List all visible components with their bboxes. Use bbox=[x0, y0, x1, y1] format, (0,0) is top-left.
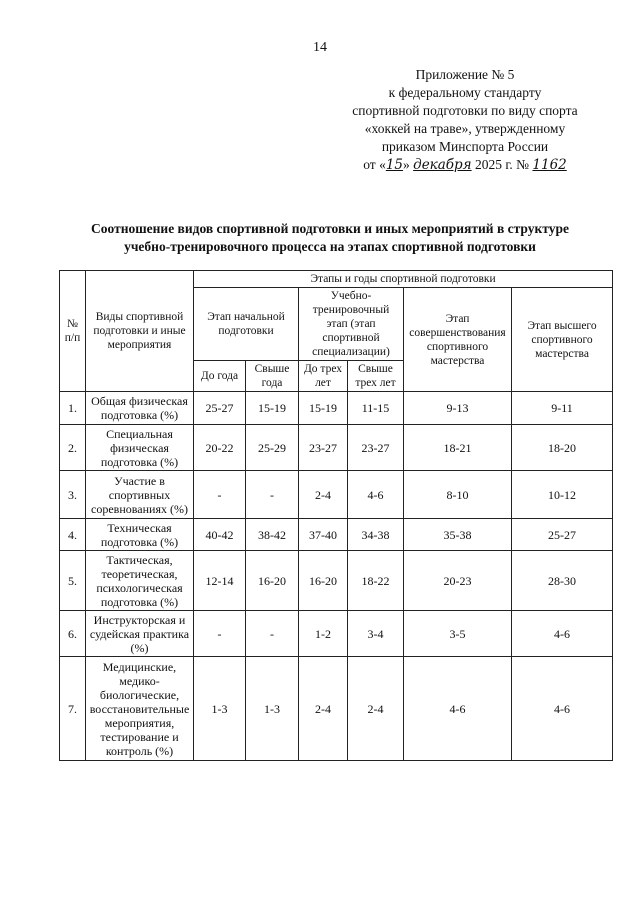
cell-value: 18-21 bbox=[404, 425, 512, 471]
cell-value: 1-3 bbox=[246, 657, 299, 761]
appendix-line: Приложение № 5 bbox=[415, 67, 515, 82]
cell-value: 4-6 bbox=[512, 611, 613, 657]
cell-value: 15-19 bbox=[246, 392, 299, 425]
cell-value: 25-27 bbox=[512, 519, 613, 551]
header-initial-stage: Этап начальной подготовки bbox=[194, 288, 299, 361]
cell-value: - bbox=[194, 611, 246, 657]
header-training-year1: До трех лет bbox=[299, 361, 348, 392]
table-row bbox=[60, 392, 613, 425]
table-row bbox=[60, 611, 613, 657]
page-number: 14 bbox=[313, 40, 327, 55]
header-kinds: Виды спортивной подготовки и иные мероприятия bbox=[86, 271, 194, 392]
cell-value: 2-4 bbox=[348, 657, 404, 761]
row-num: 1. bbox=[60, 392, 86, 425]
row-num: 2. bbox=[60, 425, 86, 471]
cell-value: 10-12 bbox=[512, 471, 613, 519]
cell-value: 1-3 bbox=[194, 657, 246, 761]
header-stages-group: Этапы и годы спортивной подготовки bbox=[194, 271, 613, 288]
row-name: Специальная физическая подготовка (%) bbox=[86, 425, 194, 471]
cell-value: 2-4 bbox=[299, 471, 348, 519]
row-name: Инструкторская и судейская практика (%) bbox=[86, 611, 194, 657]
cell-value: 4-6 bbox=[348, 471, 404, 519]
appendix-block bbox=[300, 66, 630, 174]
cell-value: 2-4 bbox=[299, 657, 348, 761]
table-row bbox=[60, 657, 613, 761]
row-name: Тактическая, теоретическая, психологическая подготовка (%) bbox=[86, 551, 194, 611]
cell-value: 16-20 bbox=[299, 551, 348, 611]
cell-value: - bbox=[246, 611, 299, 657]
header-improvement-stage: Этап совершенствования спортивного мастерства bbox=[404, 288, 512, 392]
cell-value: - bbox=[246, 471, 299, 519]
row-num: 3. bbox=[60, 471, 86, 519]
appendix-line: спортивной подготовки по виду спорта bbox=[352, 103, 578, 118]
table-row bbox=[60, 425, 613, 471]
cell-value: 4-6 bbox=[404, 657, 512, 761]
order-year: 2025 г. № bbox=[475, 157, 530, 172]
order-month: декабря bbox=[413, 157, 472, 173]
cell-value: 3-4 bbox=[348, 611, 404, 657]
row-num: 7. bbox=[60, 657, 86, 761]
cell-value: 23-27 bbox=[299, 425, 348, 471]
cell-value: 3-5 bbox=[404, 611, 512, 657]
row-name: Общая физическая подготовка (%) bbox=[86, 392, 194, 425]
cell-value: 16-20 bbox=[246, 551, 299, 611]
header-training-stage: Учебно-тренировочный этап (этап спортивной специализации) bbox=[299, 288, 404, 361]
row-name: Медицинские, медико-биологические, восстановительные мероприятия, тестирование и контроль (%) bbox=[86, 657, 194, 761]
cell-value: 37-40 bbox=[299, 519, 348, 551]
header-initial-year2: Свыше года bbox=[246, 361, 299, 392]
document-title bbox=[40, 220, 620, 256]
header-initial-year1: До года bbox=[194, 361, 246, 392]
cell-value: 9-11 bbox=[512, 392, 613, 425]
date-mid: » bbox=[403, 157, 410, 172]
header-training-year2: Свыше трех лет bbox=[348, 361, 404, 392]
row-name: Участие в спортивных соревнованиях (%) bbox=[86, 471, 194, 519]
table-row bbox=[60, 471, 613, 519]
title-line-1: Соотношение видов спортивной подготовки и иных мероприятий в структуре bbox=[91, 221, 569, 236]
cell-value: 20-23 bbox=[404, 551, 512, 611]
table-row bbox=[60, 551, 613, 611]
cell-value: 9-13 bbox=[404, 392, 512, 425]
cell-value: 38-42 bbox=[246, 519, 299, 551]
table-row bbox=[60, 519, 613, 551]
row-num: 4. bbox=[60, 519, 86, 551]
cell-value: 34-38 bbox=[348, 519, 404, 551]
cell-value: 18-22 bbox=[348, 551, 404, 611]
cell-value: 40-42 bbox=[194, 519, 246, 551]
order-date-line bbox=[300, 156, 630, 174]
appendix-line: «хоккей на траве», утвержденному bbox=[364, 121, 566, 136]
order-number: 1162 bbox=[532, 157, 567, 173]
appendix-line: к федеральному стандарту bbox=[388, 85, 542, 100]
order-day: 15 bbox=[385, 157, 404, 173]
cell-value: 18-20 bbox=[512, 425, 613, 471]
header-num: № п/п bbox=[60, 271, 86, 392]
row-name: Техническая подготовка (%) bbox=[86, 519, 194, 551]
cell-value: 25-27 bbox=[194, 392, 246, 425]
cell-value: 20-22 bbox=[194, 425, 246, 471]
cell-value: 25-29 bbox=[246, 425, 299, 471]
row-num: 5. bbox=[60, 551, 86, 611]
ratio-table bbox=[59, 270, 613, 761]
cell-value: 15-19 bbox=[299, 392, 348, 425]
appendix-line: приказом Минспорта России bbox=[381, 139, 549, 154]
date-prefix: от « bbox=[363, 157, 386, 172]
cell-value: 35-38 bbox=[404, 519, 512, 551]
cell-value: - bbox=[194, 471, 246, 519]
cell-value: 4-6 bbox=[512, 657, 613, 761]
cell-value: 12-14 bbox=[194, 551, 246, 611]
cell-value: 23-27 bbox=[348, 425, 404, 471]
header-higher-stage: Этап высшего спортивного мастерства bbox=[512, 288, 613, 392]
title-line-2: учебно-тренировочного процесса на этапах спортивной подготовки bbox=[124, 239, 536, 254]
cell-value: 28-30 bbox=[512, 551, 613, 611]
cell-value: 8-10 bbox=[404, 471, 512, 519]
row-num: 6. bbox=[60, 611, 86, 657]
cell-value: 1-2 bbox=[299, 611, 348, 657]
cell-value: 11-15 bbox=[348, 392, 404, 425]
